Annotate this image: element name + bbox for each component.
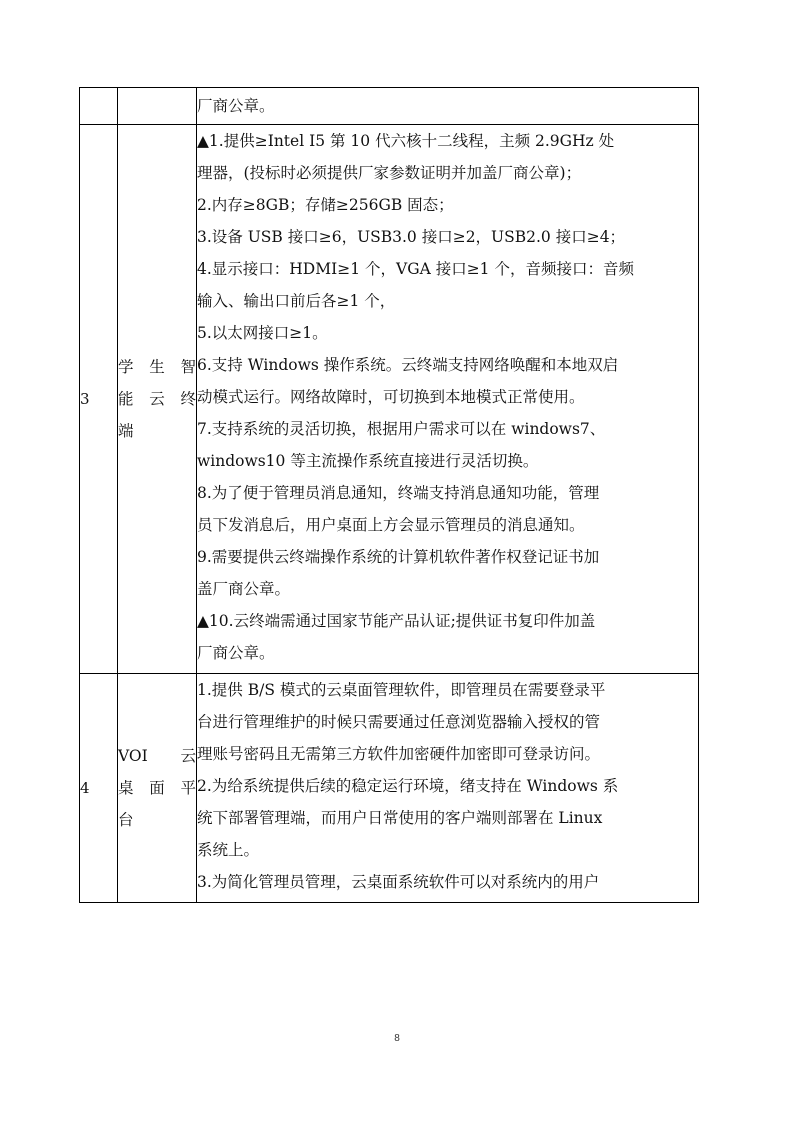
item-number-cell (80, 88, 118, 125)
desc-line: 理器，(投标时必须提供厂家参数证明并加盖厂商公章)； (197, 164, 582, 182)
desc-line: 5.以太网接口≥1。 (197, 324, 328, 342)
desc-line: 理账号密码且无需第三方软件加密硬件加密即可登录访问。 (197, 745, 601, 763)
spec-table (79, 87, 699, 903)
desc-line: 动模式运行。网络故障时，可切换到本地模式正常使用。 (197, 388, 585, 406)
desc-line: ▲1.提供≥Intel I5 第 10 代六核十二线程，主频 2.9GHz 处 (197, 132, 615, 150)
desc-line: 2.为给系统提供后续的稳定运行环境，绪支持在 Windows 系 (197, 777, 619, 795)
desc-line: 盖厂商公章。 (197, 580, 291, 598)
item-number-cell: 3 (80, 125, 118, 674)
table-row (80, 674, 699, 903)
desc-line: 8.为了便于管理员消息通知，终端支持消息通知功能，管理 (197, 484, 600, 502)
desc-line: 员下发消息后，用户桌面上方会显示管理员的消息通知。 (197, 516, 585, 534)
item-name-cell (118, 125, 197, 674)
table-row (80, 125, 699, 674)
desc-line: 统下部署管理端，而用户日常使用的客户端则部署在 Linux (197, 809, 603, 827)
desc-line: 7.支持系统的灵活切换，根据用户需求可以在 windows7、 (197, 420, 606, 438)
name-line: 端 (118, 422, 134, 440)
table-row (80, 88, 699, 125)
desc-line: 厂商公章。 (197, 97, 275, 115)
desc-line: 2.内存≥8GB；存储≥256GB 固态； (197, 196, 454, 214)
name-line: 台 (118, 811, 134, 829)
item-number-cell: 4 (80, 674, 118, 903)
desc-line: 6.支持 Windows 操作系统。云终端支持网络唤醒和本地双启 (197, 356, 619, 374)
desc-line: 厂商公章。 (197, 644, 275, 662)
desc-line: windows10 等主流操作系统直接进行灵活切换。 (197, 452, 539, 470)
desc-line: 3.为简化管理员管理，云桌面系统软件可以对系统内的用户 (197, 873, 600, 891)
name-line: VOI 云 (118, 747, 196, 765)
desc-line: 输入、输出口前后各≥1 个， (197, 292, 396, 310)
item-desc-cell (197, 674, 699, 903)
desc-line: 1.提供 B/S 模式的云桌面管理软件，即管理员在需要登录平 (197, 681, 606, 699)
item-name-cell (118, 674, 197, 903)
desc-line: 9.需要提供云终端操作系统的计算机软件著作权登记证书加 (197, 548, 600, 566)
item-name-cell (118, 88, 197, 125)
item-desc-cell (197, 125, 699, 674)
desc-line: 3.设备 USB 接口≥6，USB3.0 接口≥2，USB2.0 接口≥4； (197, 228, 626, 246)
name-line: 能 云 终 (118, 390, 196, 408)
desc-line: 台进行管理维护的时候只需要通过任意浏览器输入授权的管 (197, 713, 601, 731)
page-number: 8 (394, 1033, 400, 1044)
name-line: 桌 面 平 (118, 779, 196, 797)
desc-line: ▲10.云终端需通过国家节能产品认证;提供证书复印件加盖 (197, 612, 596, 630)
desc-line: 系统上。 (197, 841, 260, 859)
desc-line: 4.显示接口：HDMI≥1 个，VGA 接口≥1 个，音频接口：音频 (197, 260, 634, 278)
name-line: 学 生 智 (118, 358, 196, 376)
item-desc-cell (197, 88, 699, 125)
